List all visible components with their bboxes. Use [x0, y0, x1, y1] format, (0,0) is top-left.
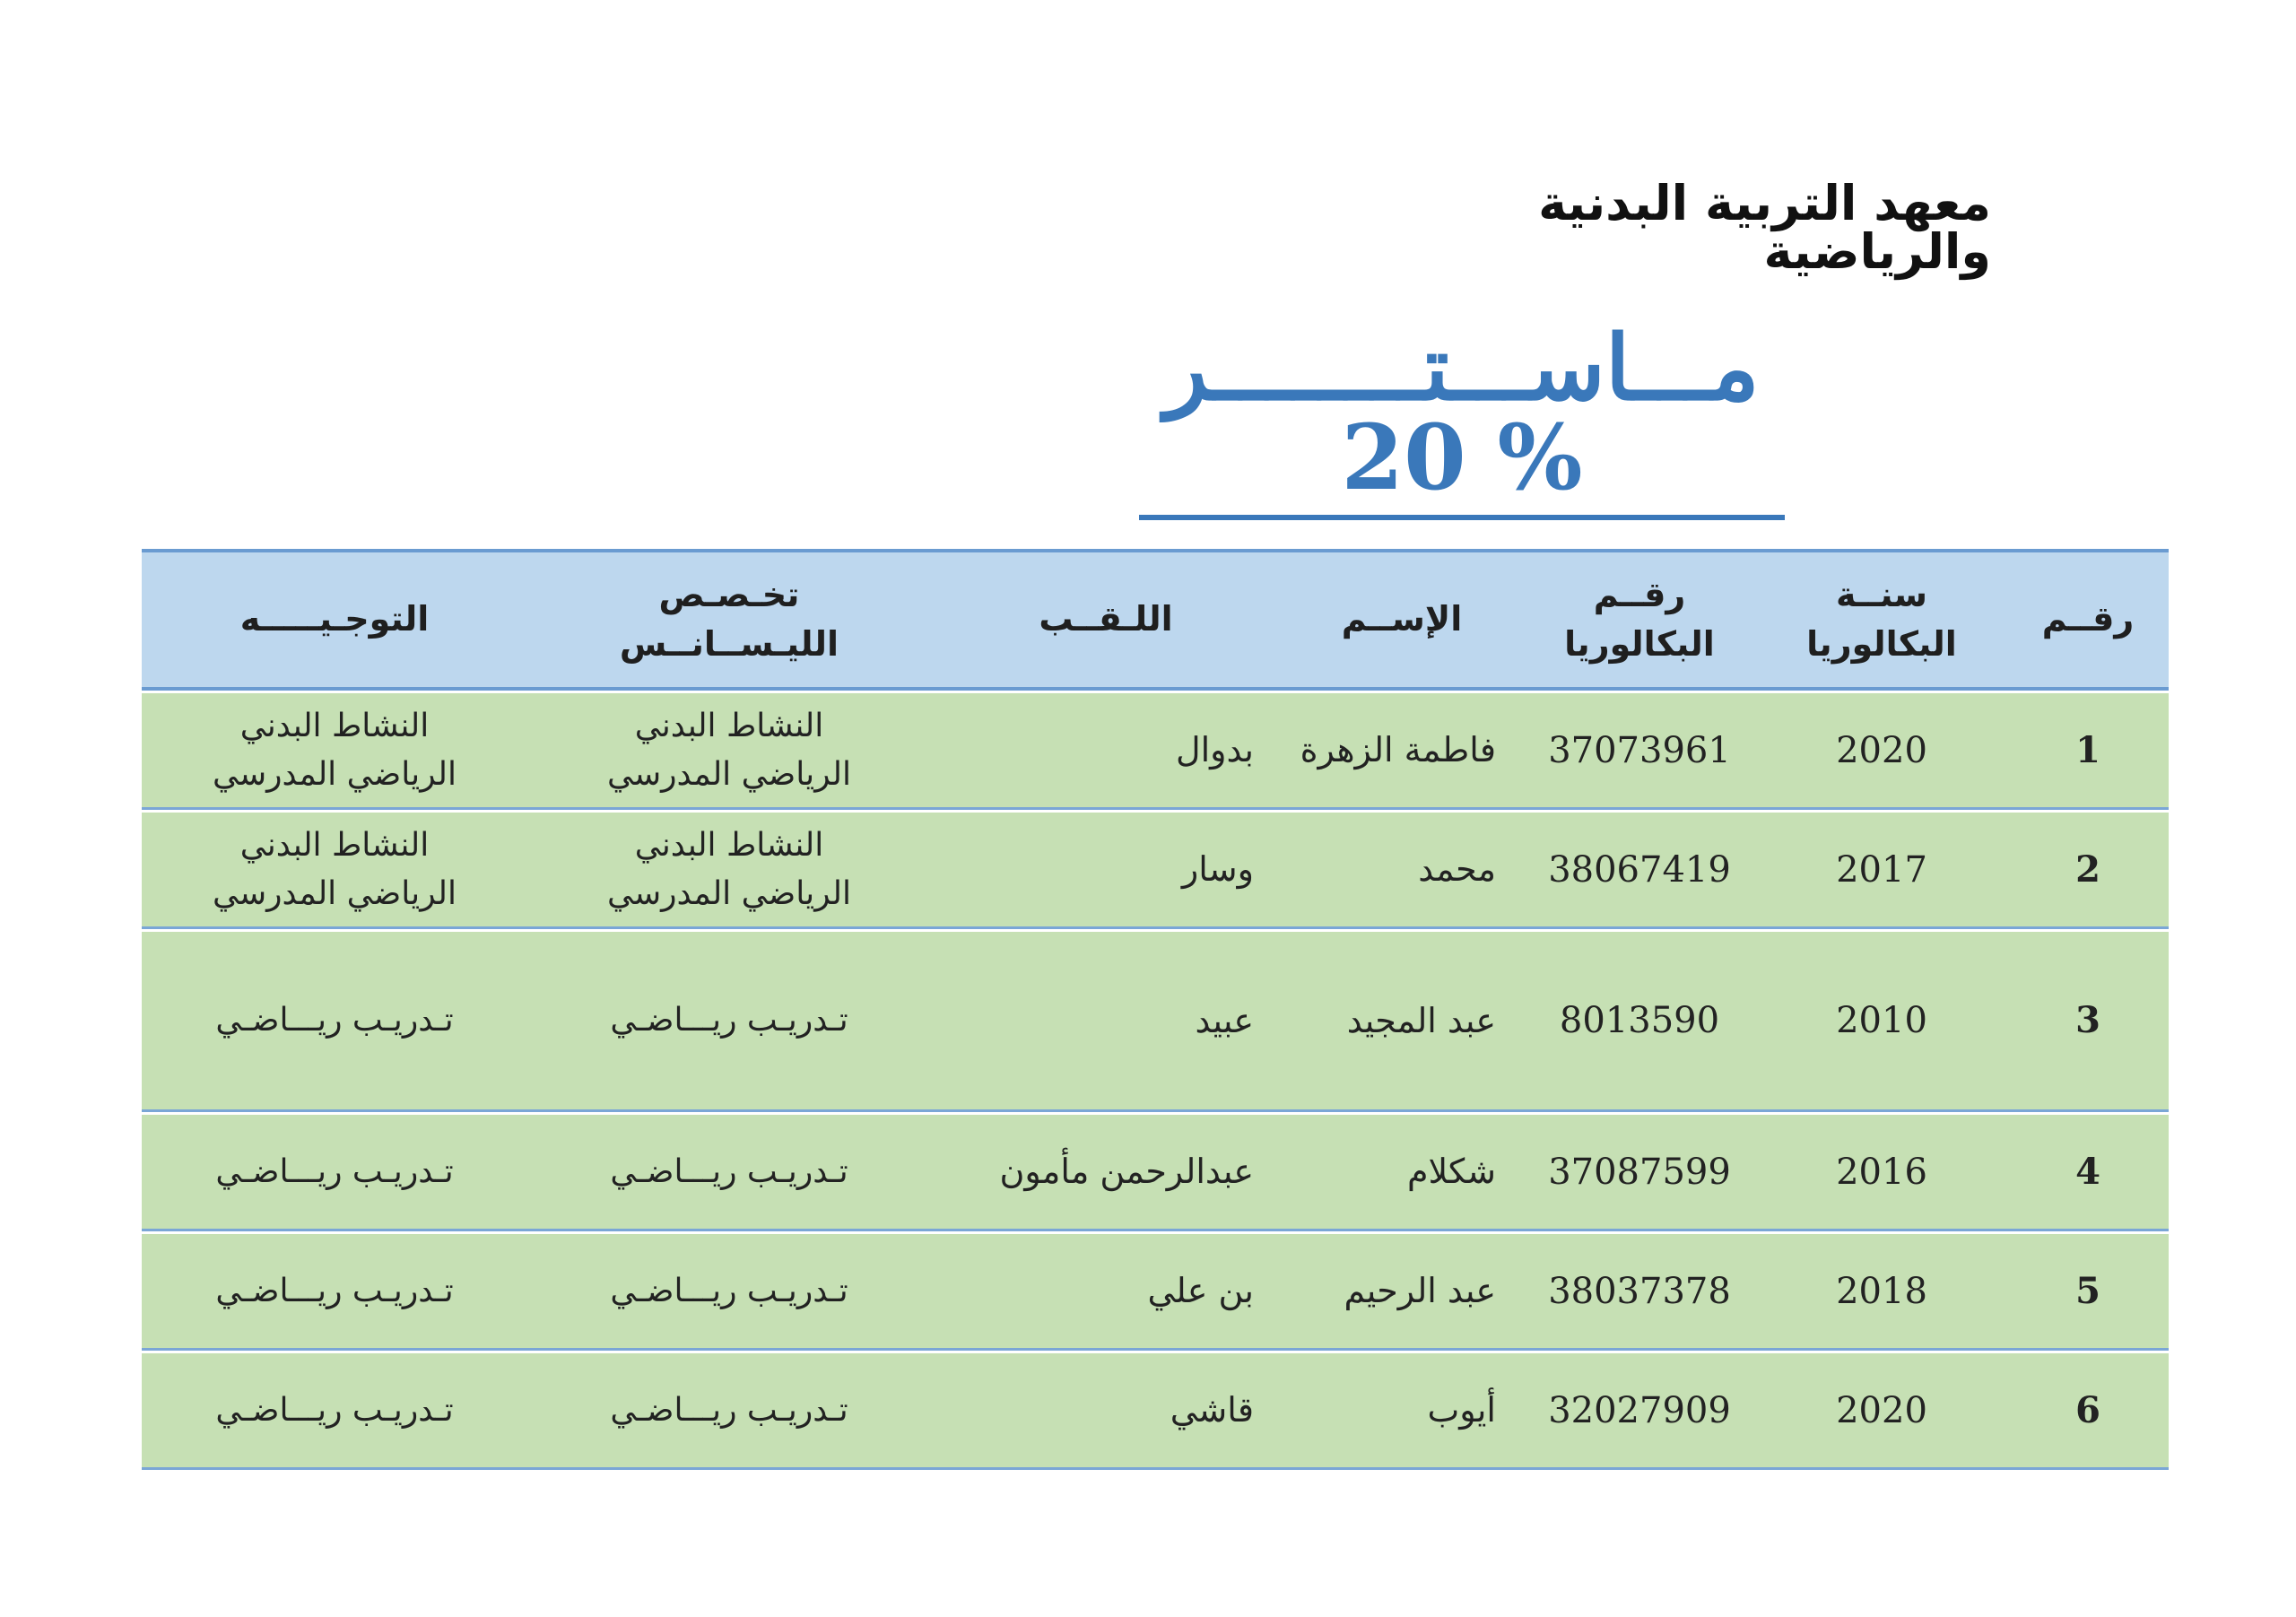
cell-surname: بدوال: [931, 691, 1281, 810]
cell-orientation: تـدريـب ريـــاضـي: [142, 1112, 527, 1231]
cell-bac-number: 38067419: [1523, 810, 1756, 929]
cell-num: 5: [2007, 1231, 2169, 1351]
table-row: [142, 929, 2169, 1112]
cell-orientation: تـدريـب ريـــاضـي: [142, 1351, 527, 1470]
cell-bac-number: 8013590: [1523, 929, 1756, 1112]
cell-orientation: النشاط البدني الرياضي المدرسي: [142, 691, 527, 810]
cell-specialty: تـدريـب ريـــاضـي: [527, 929, 931, 1112]
cell-bac-number: 38037378: [1523, 1231, 1756, 1351]
cell-orientation: تـدريـب ريـــاضـي: [142, 929, 527, 1112]
cell-specialty: تـدريـب ريـــاضـي: [527, 1231, 931, 1351]
cell-name: أيوب: [1281, 1351, 1523, 1470]
cell-num: 4: [2007, 1112, 2169, 1231]
cell-specialty: تـدريـب ريـــاضـي: [527, 1112, 931, 1231]
cell-name: فاطمة الزهرة: [1281, 691, 1523, 810]
table-header-row: [142, 549, 2169, 691]
page-title: [1139, 315, 1785, 520]
cell-name: شكلام: [1281, 1112, 1523, 1231]
cell-specialty: النشاط البدني الرياضي المدرسي: [527, 691, 931, 810]
cell-surname: وسار: [931, 810, 1281, 929]
cell-bac-number: 37073961: [1523, 691, 1756, 810]
cell-bac-year: 2020: [1756, 691, 2007, 810]
col-header-name: الإســم: [1281, 549, 1523, 691]
cell-bac-year: 2018: [1756, 1231, 2007, 1351]
institute-title: معهد التربية البدنية والرياضية: [1538, 175, 1991, 280]
cell-bac-year: 2010: [1756, 929, 2007, 1112]
col-header-bac-year: سنــة البكالوريا: [1756, 549, 2007, 691]
students-table: [142, 549, 2169, 1470]
cell-num: 3: [2007, 929, 2169, 1112]
cell-name: محمد: [1281, 810, 1523, 929]
cell-name: عبد المجيد: [1281, 929, 1523, 1112]
cell-orientation: النشاط البدني الرياضي المدرسي: [142, 810, 527, 929]
cell-surname: عبدالرحمن مأمون: [931, 1112, 1281, 1231]
cell-num: 6: [2007, 1351, 2169, 1470]
table-row: [142, 1112, 2169, 1231]
table-row: [142, 1231, 2169, 1351]
cell-bac-year: 2020: [1756, 1351, 2007, 1470]
cell-bac-year: 2016: [1756, 1112, 2007, 1231]
cell-surname: عبيد: [931, 929, 1281, 1112]
col-header-num: رقــم: [2007, 549, 2169, 691]
col-header-surname: اللـقــب: [931, 549, 1281, 691]
cell-num: 1: [2007, 691, 2169, 810]
col-header-orientation: التوجـيـــــه: [142, 549, 527, 691]
table-row: [142, 691, 2169, 810]
table-row: [142, 810, 2169, 929]
table-row: [142, 1351, 2169, 1470]
cell-specialty: تـدريـب ريـــاضـي: [527, 1351, 931, 1470]
cell-specialty: النشاط البدني الرياضي المدرسي: [527, 810, 931, 929]
cell-bac-year: 2017: [1756, 810, 2007, 929]
cell-name: عبد الرحيم: [1281, 1231, 1523, 1351]
title-word: مـــاســـتــــــــر: [1164, 315, 1760, 421]
cell-surname: قاشي: [931, 1351, 1281, 1470]
cell-bac-number: 32027909: [1523, 1351, 1756, 1470]
title-percentage: 20 %: [1341, 404, 1583, 510]
cell-surname: بن علي: [931, 1231, 1281, 1351]
cell-num: 2: [2007, 810, 2169, 929]
col-header-bac-number: رقــم البكالوريا: [1523, 549, 1756, 691]
col-header-specialty: تخـصـص الليـســانــس: [527, 549, 931, 691]
cell-orientation: تـدريـب ريـــاضـي: [142, 1231, 527, 1351]
cell-bac-number: 37087599: [1523, 1112, 1756, 1231]
